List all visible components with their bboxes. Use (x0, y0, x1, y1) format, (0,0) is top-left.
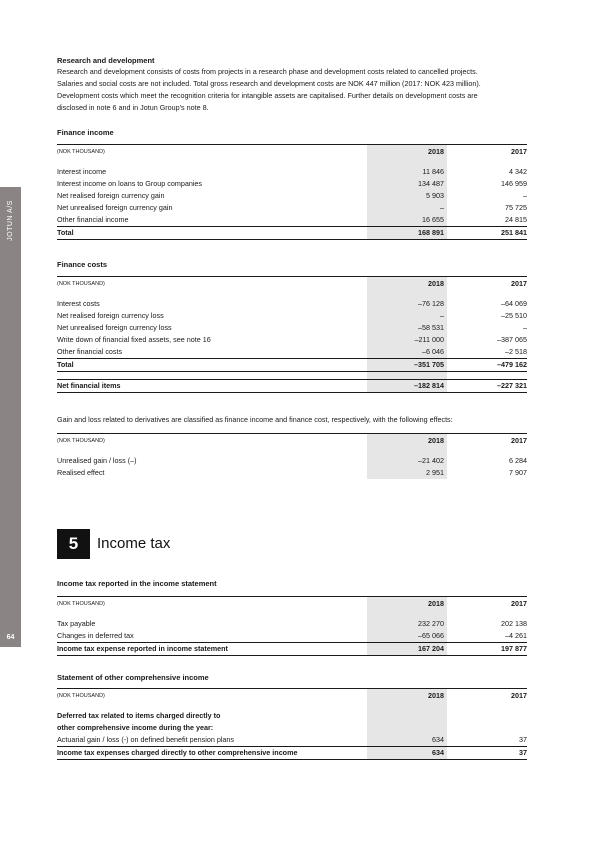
side-bar (0, 187, 21, 647)
table-row: Other financial costs –6 046 –2 518 (57, 346, 527, 359)
total-row: Total 168 891 251 841 (57, 227, 527, 240)
unit-label: (NOK THOUSAND) (57, 434, 367, 449)
finance-income-table (57, 144, 527, 240)
derivatives-intro-wrap (57, 414, 527, 426)
income-tax-heading-wrap (57, 578, 527, 589)
table-header-row (57, 145, 527, 160)
table-row: Net realised foreign currency gain 5 903 – (57, 191, 527, 200)
table-row: Actuarial gain / loss (-) on defined benefit pension plans 634 37 (57, 734, 527, 747)
unit-label: (NOK THOUSAND) (57, 689, 367, 704)
table-row: Unrealised gain / loss (–) –21 402 6 284 (57, 456, 527, 465)
unit-label: (NOK THOUSAND) (57, 597, 367, 612)
oci-heading: Statement of other comprehensive income (57, 673, 209, 682)
total-row: Total –351 705 –479 162 (57, 359, 527, 372)
finance-costs-heading-wrap (57, 259, 527, 270)
oci-table (57, 688, 527, 760)
section-title: Income tax (97, 535, 171, 552)
table-row: Interest income 11 846 4 342 (57, 167, 527, 176)
year-2018-header: 2018 (367, 277, 447, 292)
rnd-line: Salaries and social costs are not included. Total gross research and development costs are NOK 447 million (2017: NOK 423 million). (57, 79, 481, 89)
year-2018-header: 2018 (367, 434, 447, 449)
table-row: Net unrealised foreign currency gain – 75 725 (57, 203, 527, 212)
finance-income-heading-wrap (57, 127, 527, 138)
year-2017-header: 2017 (447, 277, 527, 292)
table-row: Net realised foreign currency loss – –25 510 (57, 311, 527, 320)
year-2017-header: 2017 (447, 689, 527, 704)
table-header-row (57, 277, 527, 292)
rnd-section (57, 55, 527, 114)
rnd-line: disclosed in note 6 and in Jotun Group's note 8. (57, 103, 209, 113)
rnd-heading: Research and development (57, 56, 155, 65)
oci-heading-wrap (57, 672, 527, 683)
income-tax-table (57, 596, 527, 656)
table-row: Changes in deferred tax –65 066 –4 261 (57, 630, 527, 643)
finance-income-heading: Finance income (57, 128, 114, 137)
subheading-row: other comprehensive income during the year: (57, 722, 527, 734)
total-row: Income tax expenses charged directly to other comprehensive income 634 37 (57, 747, 527, 760)
rnd-line: Development costs which meet the recognition criteria for intangible assets are capitalised. Further details on development costs are (57, 91, 478, 101)
table-header-row (57, 597, 527, 612)
company-side-label: JOTUN A/S (7, 199, 14, 241)
page-number: 64 (6, 634, 15, 641)
table-row: Interest costs –76 128 –64 069 (57, 299, 527, 308)
table-header-row (57, 434, 527, 449)
rnd-line: Research and development consists of costs from projects in a research phase and development costs related to cancelled projects. (57, 67, 478, 76)
subheading-row: Deferred tax related to items charged directly to (57, 710, 527, 722)
derivatives-table (57, 433, 527, 479)
year-2017-header: 2017 (447, 434, 527, 449)
year-2018-header: 2018 (367, 597, 447, 612)
table-row: Realised effect 2 951 7 907 (57, 468, 527, 477)
derivatives-intro: Gain and loss related to derivatives are classified as finance income and finance cost, respectively, with the following effects: (57, 415, 453, 424)
finance-costs-table (57, 276, 527, 393)
total-row: Income tax expense reported in income statement 167 204 197 877 (57, 643, 527, 656)
net-financial-items-row: Net financial items –182 814 –227 321 (57, 380, 527, 393)
table-row: Write down of financial fixed assets, see note 16 –211 000 –387 065 (57, 335, 527, 344)
finance-costs-heading: Finance costs (57, 260, 108, 269)
table-row: Interest income on loans to Group companies 134 487 146 959 (57, 179, 527, 188)
unit-label: (NOK THOUSAND) (57, 145, 367, 160)
year-2017-header: 2017 (447, 145, 527, 160)
section-number-badge: 5 (57, 529, 90, 559)
table-header-row (57, 689, 527, 704)
year-2018-header: 2018 (367, 145, 447, 160)
table-row: Tax payable 232 270 202 138 (57, 619, 527, 628)
unit-label: (NOK THOUSAND) (57, 277, 367, 292)
table-row: Other financial income 16 655 24 815 (57, 214, 527, 227)
table-row: Net unrealised foreign currency loss –58 531 – (57, 323, 527, 332)
year-2018-header: 2018 (367, 689, 447, 704)
year-2017-header: 2017 (447, 597, 527, 612)
income-tax-heading: Income tax reported in the income statement (57, 579, 217, 588)
